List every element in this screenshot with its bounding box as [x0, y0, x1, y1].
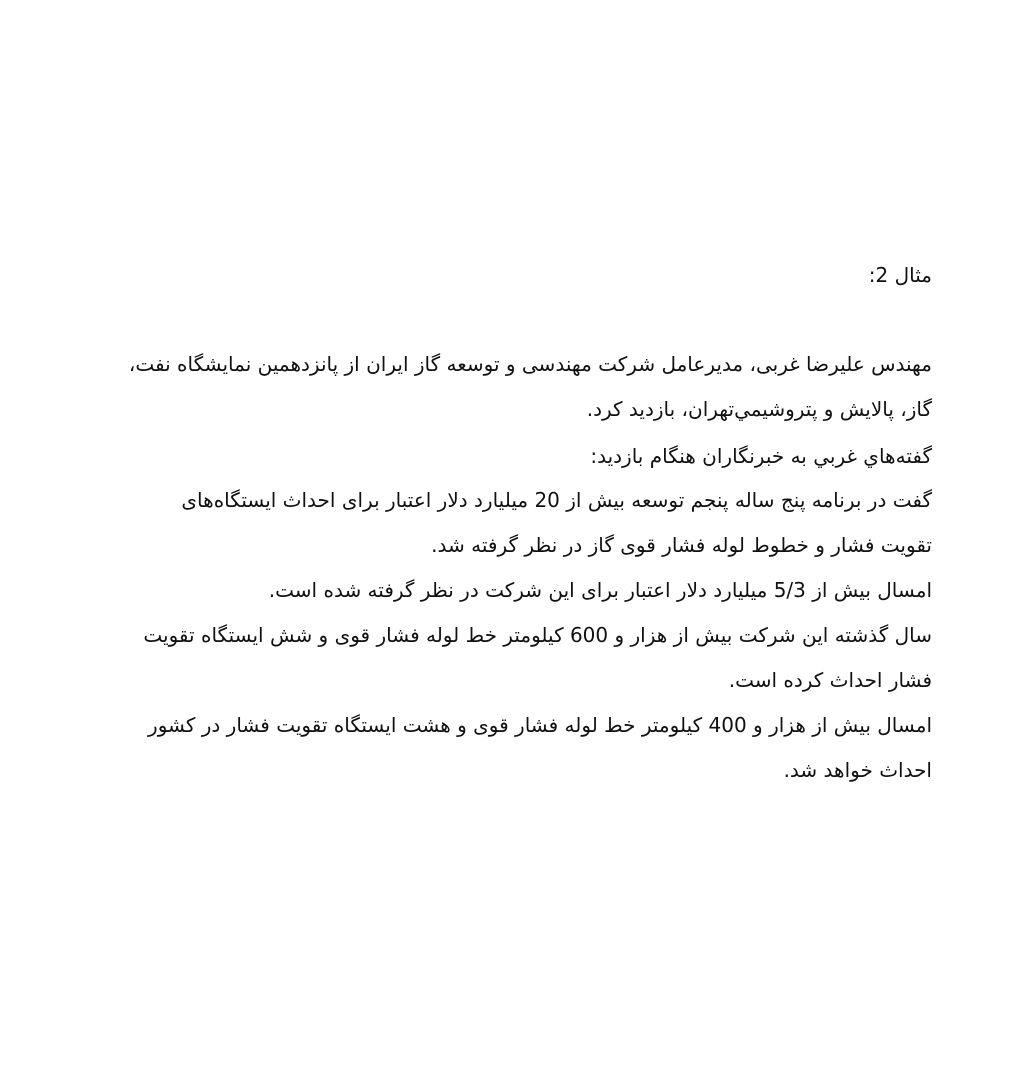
paragraph-this-year-plan	[80, 703, 932, 793]
paragraph-statements-intro	[80, 434, 932, 479]
paragraph-five-year-plan	[80, 478, 932, 568]
example-heading: مثال 2:	[868, 263, 932, 287]
paragraph-line: گفته‌هاي غربي به خبرنگاران هنگام بازديد:	[590, 444, 932, 468]
paragraph-line: تقويت فشار و خطوط لوله فشار قوی گاز در نظر گرفته شد.	[431, 533, 932, 557]
paragraph-line: گاز، پالايش و پتروشيمي‌تهران، بازديد كرد.	[586, 397, 932, 421]
paragraph-this-year-budget	[80, 568, 932, 613]
paragraph-line: امسال بيش از هزار و 400 كيلومتر خط لوله فشار قوی و هشت ايستگاه تقويت فشار در كشور	[148, 713, 932, 737]
paragraph-line: گفت در برنامه پنج ساله پنجم توسعه بيش از 20 ميليارد دلار اعتبار برای احداث ايستگاه‌های	[181, 488, 932, 512]
paragraph-line: مهندس عليرضا غربی، مديرعامل شركت مهندسی و توسعه گاز ايران از پانزدهمين نمايشگاه نفت،	[128, 352, 932, 376]
paragraph-line: سال گذشته اين شركت بيش از هزار و 600 كيلومتر خط لوله فشار قوی و شش ايستگاه تقويت	[143, 623, 932, 647]
paragraph-line: فشار احداث كرده است.	[728, 668, 932, 692]
paragraph-line: احداث خواهد شد.	[783, 758, 932, 782]
paragraph-last-year	[80, 613, 932, 703]
paragraph-line: امسال بيش از 5/3 ميليارد دلار اعتبار برای اين شركت در نظر گرفته شده است.	[268, 578, 932, 602]
paragraph-visit-intro	[80, 342, 932, 432]
